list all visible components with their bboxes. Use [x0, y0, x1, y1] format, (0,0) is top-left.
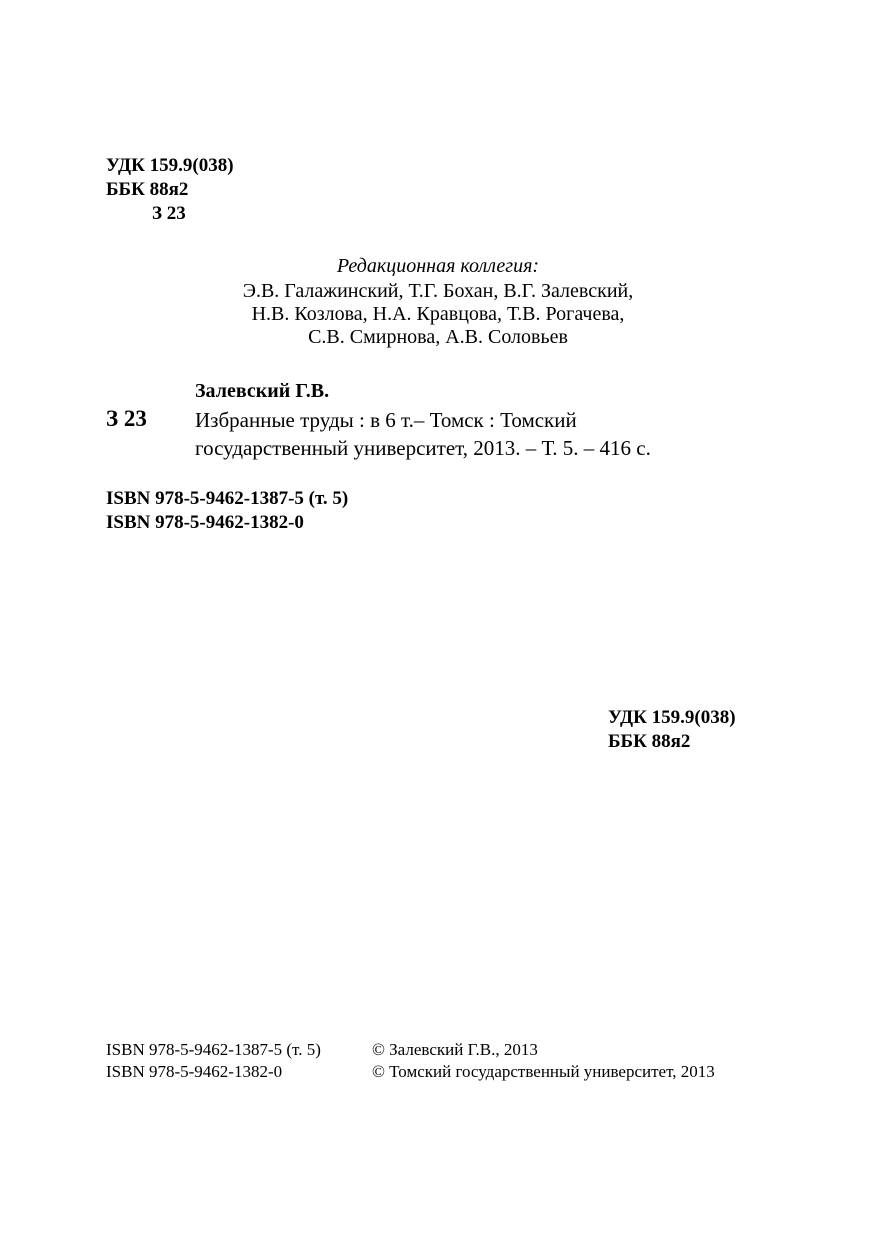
udk-code-top: УДК 159.9(038) — [106, 155, 234, 176]
copyright-author: © Залевский Г.В., 2013 — [372, 1040, 538, 1059]
copyright-university: © Томский государственный университет, 2013 — [372, 1062, 715, 1081]
isbn-bottom-volume: ISBN 978-5-9462-1387-5 (т. 5) — [106, 1040, 321, 1059]
editorial-board-line: С.В. Смирнова, А.В. Соловьев — [308, 326, 568, 348]
udk-code-right: УДК 159.9(038) — [608, 707, 736, 728]
isbn-set: ISBN 978-5-9462-1382-0 — [106, 512, 304, 533]
entry-description-line: государственный университет, 2013. – Т. 5. – 416 с. — [195, 436, 651, 460]
bbk-code-top: ББК 88я2 — [106, 179, 189, 200]
editorial-board-heading: Редакционная коллегия: — [336, 255, 540, 277]
editorial-board-line: Н.В. Козлова, Н.А. Кравцова, Т.В. Рогачева, — [251, 303, 625, 325]
entry-description-line: Избранные труды : в 6 т.– Томск : Томский — [195, 408, 577, 432]
author-mark-top: З 23 — [152, 203, 186, 224]
editorial-board-line: Э.В. Галажинский, Т.Г. Бохан, В.Г. Залевский, — [242, 280, 634, 302]
isbn-bottom-set: ISBN 978-5-9462-1382-0 — [106, 1062, 283, 1081]
entry-author: Залевский Г.В. — [195, 380, 330, 402]
bbk-code-right: ББК 88я2 — [608, 731, 691, 752]
isbn-volume: ISBN 978-5-9462-1387-5 (т. 5) — [106, 488, 349, 509]
entry-author-mark: З 23 — [106, 406, 147, 431]
